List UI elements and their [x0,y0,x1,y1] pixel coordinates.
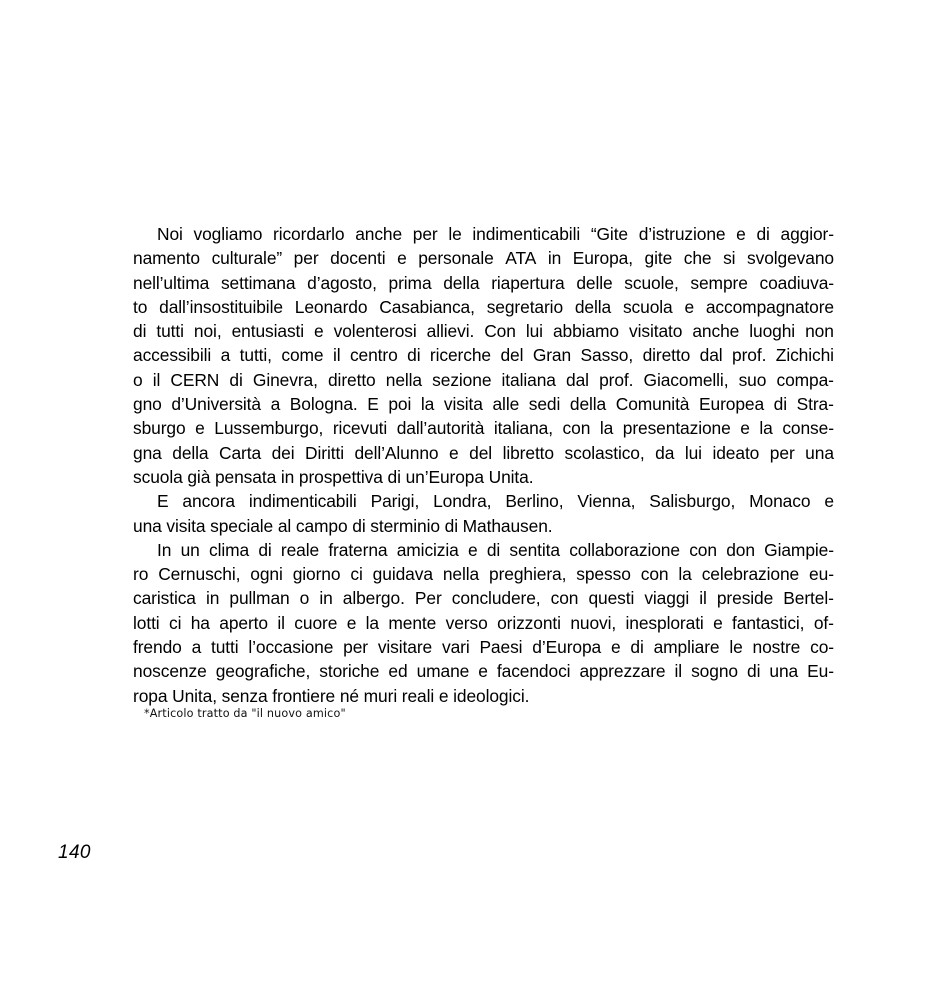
text-word: le [729,637,743,658]
text-word: ATA [505,248,537,269]
text-word: Parigi, [370,491,420,512]
text-word: ed [388,661,408,682]
text-word: e [736,224,746,244]
text-word: lui [525,321,543,342]
text-word: allievi. [426,321,475,342]
text-line [133,222,834,246]
text-word: e [314,321,324,342]
text-word: indimenticabili [472,224,581,244]
text-word: e [467,539,478,560]
text-word: non [805,321,834,342]
text-word: la [678,564,692,585]
text-line [133,562,834,586]
text-word: il [674,661,683,682]
text-word: abbiamo [552,321,619,342]
text-word: conse- [782,418,834,439]
text-word: Giacomelli, [643,369,729,390]
text-line [133,611,834,635]
text-word: docenti [330,248,386,269]
text-word: sentita [509,539,560,560]
paragraph-2 [133,489,834,538]
text-word: fantastici, [732,612,805,633]
text-word: Bertel- [783,588,834,609]
text-word: a [191,637,202,658]
text-word: Comunità [615,394,690,415]
text-word: In [157,539,172,560]
text-word: nella [385,369,423,390]
text-word: svolgevano [747,248,834,269]
text-word: da [655,442,675,463]
text-word: giorno [292,564,341,585]
text-word: poi [388,394,412,415]
text-word: accessibili [133,345,212,366]
text-word: don [726,539,755,560]
text-word: visita [443,394,483,415]
text-word: libretto [502,442,554,463]
text-word: frontiere [272,685,336,706]
text-word: Diritti [305,442,344,463]
text-word: nell’ultima [133,272,210,293]
text-word: sezione [432,369,492,390]
text-word: sterminio [370,515,440,536]
text-line [133,246,834,270]
text-word: verso [445,612,488,633]
text-word: un [180,539,200,560]
text-word: Unita. [488,466,534,487]
text-word: della [443,272,480,293]
text-word: ampliare [653,637,720,658]
text-word: Lussemburgo, [214,418,324,439]
text-word: il [699,588,707,609]
text-word: con [562,418,591,439]
text-word: dall’autorità [396,418,485,439]
text-word: né [339,685,359,706]
text-word: dei [271,442,295,463]
text-word: indimenticabili [248,491,357,512]
text-word: si [723,248,736,269]
text-word: Leonardo [294,296,368,317]
text-word: lui [684,442,702,463]
text-word: diretto [327,369,376,390]
text-word: presentazione [622,418,731,439]
text-word: dall’insostituibile [159,296,283,317]
text-word: sempre [690,272,748,293]
text-word: questi [588,588,635,609]
text-line [133,538,834,562]
text-word: nella [442,564,480,585]
text-word: ci [168,612,182,633]
text-word: italiana, [493,418,553,439]
text-word: e [713,612,723,633]
text-word: spesso [576,564,631,585]
text-word: sogno [691,661,738,682]
text-word: e [346,612,357,633]
text-word: di [229,369,243,390]
text-word: Salisburgo, [649,491,736,512]
text-word: Paesi [479,637,523,658]
text-word: visitare [377,637,433,658]
text-word: visitato [629,321,683,342]
text-word: preghiera, [489,564,567,585]
text-word: dal [566,369,589,390]
text-word: amicizia [396,539,459,560]
text-word: collaborazione [569,539,680,560]
text-word: prima [388,272,432,293]
text-word: di [258,539,272,560]
text-word: segretario [486,296,564,317]
text-word: coadiuva- [759,272,834,293]
text-word: accompagnatore [705,296,834,317]
text-word: prof. [599,369,634,390]
text-word: della [172,442,209,463]
text-word: lotti [133,612,160,633]
text-word: di [773,394,788,415]
text-word: Giampie- [764,539,834,560]
text-word: personale [418,248,494,269]
text-word: muri [363,685,398,706]
text-word: geografiche, [215,661,311,682]
text-word: tutti [210,637,239,658]
text-word: campo [295,515,348,536]
text-word: frendo [133,637,182,658]
text-line [133,271,834,295]
text-word: fraterna [328,539,388,560]
text-line [133,489,834,513]
text-word: Europea [699,394,765,415]
text-word: Monaco [749,491,811,512]
text-word: già [187,466,211,487]
text-word: al [277,515,292,536]
text-word: per [769,442,795,463]
text-word: e [449,442,459,463]
text-word: pullman [229,588,290,609]
text-word: le [448,224,462,244]
text-word: in [205,588,220,609]
text-word: di [747,661,761,682]
text-word: orizzonti [497,612,561,633]
text-word: nostre [752,637,801,658]
text-word: del [469,442,493,463]
text-word: di [407,345,421,366]
text-word: come [281,345,324,366]
text-word: Stra- [796,394,834,415]
text-word: Bologna. [289,394,358,415]
text-word: umane [416,661,470,682]
text-word: Zichichi [775,345,834,366]
text-word: per [343,637,368,658]
text-word: l’occasione [248,637,334,658]
text-line [133,659,834,683]
text-word: Per [414,588,442,609]
text-word: tutti, [239,345,272,366]
text-word: e [610,637,621,658]
text-word: E [157,491,169,512]
text-word: la [759,418,773,439]
text-word: o [133,369,143,390]
text-word: un’Europa [405,466,484,487]
text-word: d’agosto, [307,272,377,293]
text-word: suo [738,369,767,390]
text-word: riapertura [491,272,565,293]
text-word: in [319,588,333,609]
text-word: viaggi [644,588,690,609]
text-word: CERN [170,369,220,390]
text-word: in [280,466,295,487]
text-word: il [332,345,341,366]
text-word: delle [576,272,613,293]
text-word: d’istruzione [638,224,726,244]
text-word: di [444,515,458,536]
text-word: ropa [133,685,168,706]
text-word: gno [133,394,162,415]
text-line [133,465,834,489]
text-word: e [478,661,488,682]
text-word: concludere, [451,588,541,609]
text-word: con [550,588,579,609]
text-word: dal [699,345,723,366]
text-word: clima [208,539,250,560]
text-word: caristica [133,588,196,609]
text-word: diretto [642,345,691,366]
text-word: Casabianca, [379,296,475,317]
text-word: ricevuti [332,418,388,439]
text-word: di [352,515,366,536]
text-word: ricerche [429,345,491,366]
text-line [133,514,834,538]
text-line [133,416,834,440]
text-word: aggior- [780,224,834,244]
text-word: che [683,248,712,269]
text-word: e [397,248,407,269]
text-word: nuovi, [570,612,617,633]
text-word: con [689,539,717,560]
text-word: sburgo [133,418,186,439]
text-word: e [824,491,834,512]
text-word: Europa, [572,248,633,269]
text-word: di [630,637,644,658]
text-word: prospettiva [298,466,383,487]
text-line [133,343,834,367]
text-word: guidava [372,564,433,585]
text-word: ci [350,564,363,585]
text-word: Mathausen. [462,515,553,536]
text-word: la [420,394,435,415]
text-word: senza [221,685,268,706]
text-word: speciale [210,515,274,536]
text-line [133,392,834,416]
text-word: noscenze [133,661,207,682]
text-word: di [756,224,770,244]
text-word: d’Università [171,394,261,415]
text-word: anche [692,321,740,342]
text-word: in [547,248,562,269]
text-word: italiana [501,369,556,390]
text-word: apprezzare [579,661,666,682]
text-word: per [412,224,438,244]
text-word: eu- [809,564,834,585]
paragraph-3 [133,538,834,708]
text-line [133,586,834,610]
text-word: la [599,418,614,439]
text-word: centro [349,345,398,366]
text-word: aperto [219,612,268,633]
text-word: a [270,394,281,415]
text-word: gna [133,442,162,463]
text-word: scolastico, [564,442,645,463]
text-word: preside [716,588,774,609]
text-word: Gran [532,345,572,366]
text-word: facendoci [496,661,571,682]
text-word: e [195,418,205,439]
text-word: Carta [219,442,262,463]
text-word: tutti [156,321,184,342]
text-word: una [769,661,799,682]
text-word: namento [133,248,200,269]
text-word: scuola [622,296,673,317]
text-word: gite [644,248,673,269]
text-word: cuore [294,612,338,633]
page-number: 140 [58,842,91,863]
text-word: storiche [319,661,380,682]
text-word: Sasso, [580,345,634,366]
text-word: entusiasti [231,321,305,342]
text-word: di [133,321,147,342]
text-word: “Gite [590,224,628,244]
text-word: scuole, [624,272,679,293]
text-word: vogliamo [193,224,263,244]
text-word: con [640,564,669,585]
text-line [133,295,834,319]
text-word: la [365,612,380,633]
text-word: del [500,345,524,366]
text-word: reale [280,539,320,560]
text-word: o [299,588,310,609]
text-word: e [740,418,750,439]
text-word: Berlino, [505,491,564,512]
text-word: per [293,248,319,269]
text-word: E [367,394,379,415]
text-line [133,368,834,392]
text-word: vari [441,637,470,658]
text-word: della [574,296,612,317]
paragraph-1 [133,222,834,489]
text-word: co- [810,637,834,658]
text-word: ha [190,612,210,633]
text-word: Unita, [172,685,217,706]
text-word: albergo. [342,588,405,609]
text-word: ideologici. [453,685,530,706]
text-word: d’Europa [532,637,602,658]
text-word: noi, [193,321,222,342]
text-word: ogni [250,564,283,585]
text-word: il [152,369,161,390]
text-word: di [486,539,501,560]
text-word: compa- [776,369,834,390]
text-word: di [387,466,401,487]
text-word: Ginevra, [252,369,318,390]
text-word: mente [388,612,437,633]
text-word: culturale” [211,248,283,269]
text-line [133,635,834,659]
text-word: inesplorati [625,612,704,633]
text-line [133,684,834,708]
text-word: to [133,296,148,317]
text-word: pensata [214,466,277,487]
text-word: sedi [528,394,561,415]
text-word: Eu- [807,661,834,682]
text-word: una [133,515,162,536]
text-word: ro [133,564,149,585]
text-word: visita [166,515,206,536]
text-line [133,319,834,343]
body-text-column [133,222,834,708]
text-word: of- [813,612,834,633]
text-word: a [220,345,231,366]
text-word: della [569,394,607,415]
text-word: Cernuschi, [158,564,241,585]
text-word: e [438,685,449,706]
text-word: dell’Alunno [354,442,439,463]
text-word: ricordarlo [273,224,345,244]
text-word: volenterosi [333,321,417,342]
text-word: Noi [157,224,183,244]
text-word: ideato [712,442,760,463]
text-word: Londra, [433,491,492,512]
text-word: ancora [182,491,235,512]
text-word: il [277,612,285,633]
text-word: e [684,296,695,317]
text-word: luoghi [749,321,796,342]
text-line [133,441,834,465]
text-word: Con [484,321,516,342]
text-word: Vienna, [577,491,636,512]
text-word: alle [492,394,520,415]
text-word: settimana [220,272,296,293]
text-word: anche [355,224,403,244]
text-word: prof. [732,345,767,366]
text-word: celebrazione [701,564,800,585]
source-footnote: *Articolo tratto da "il nuovo amico" [144,707,346,720]
text-word: scuola [133,466,183,487]
text-word: una [805,442,834,463]
text-word: reali [401,685,435,706]
